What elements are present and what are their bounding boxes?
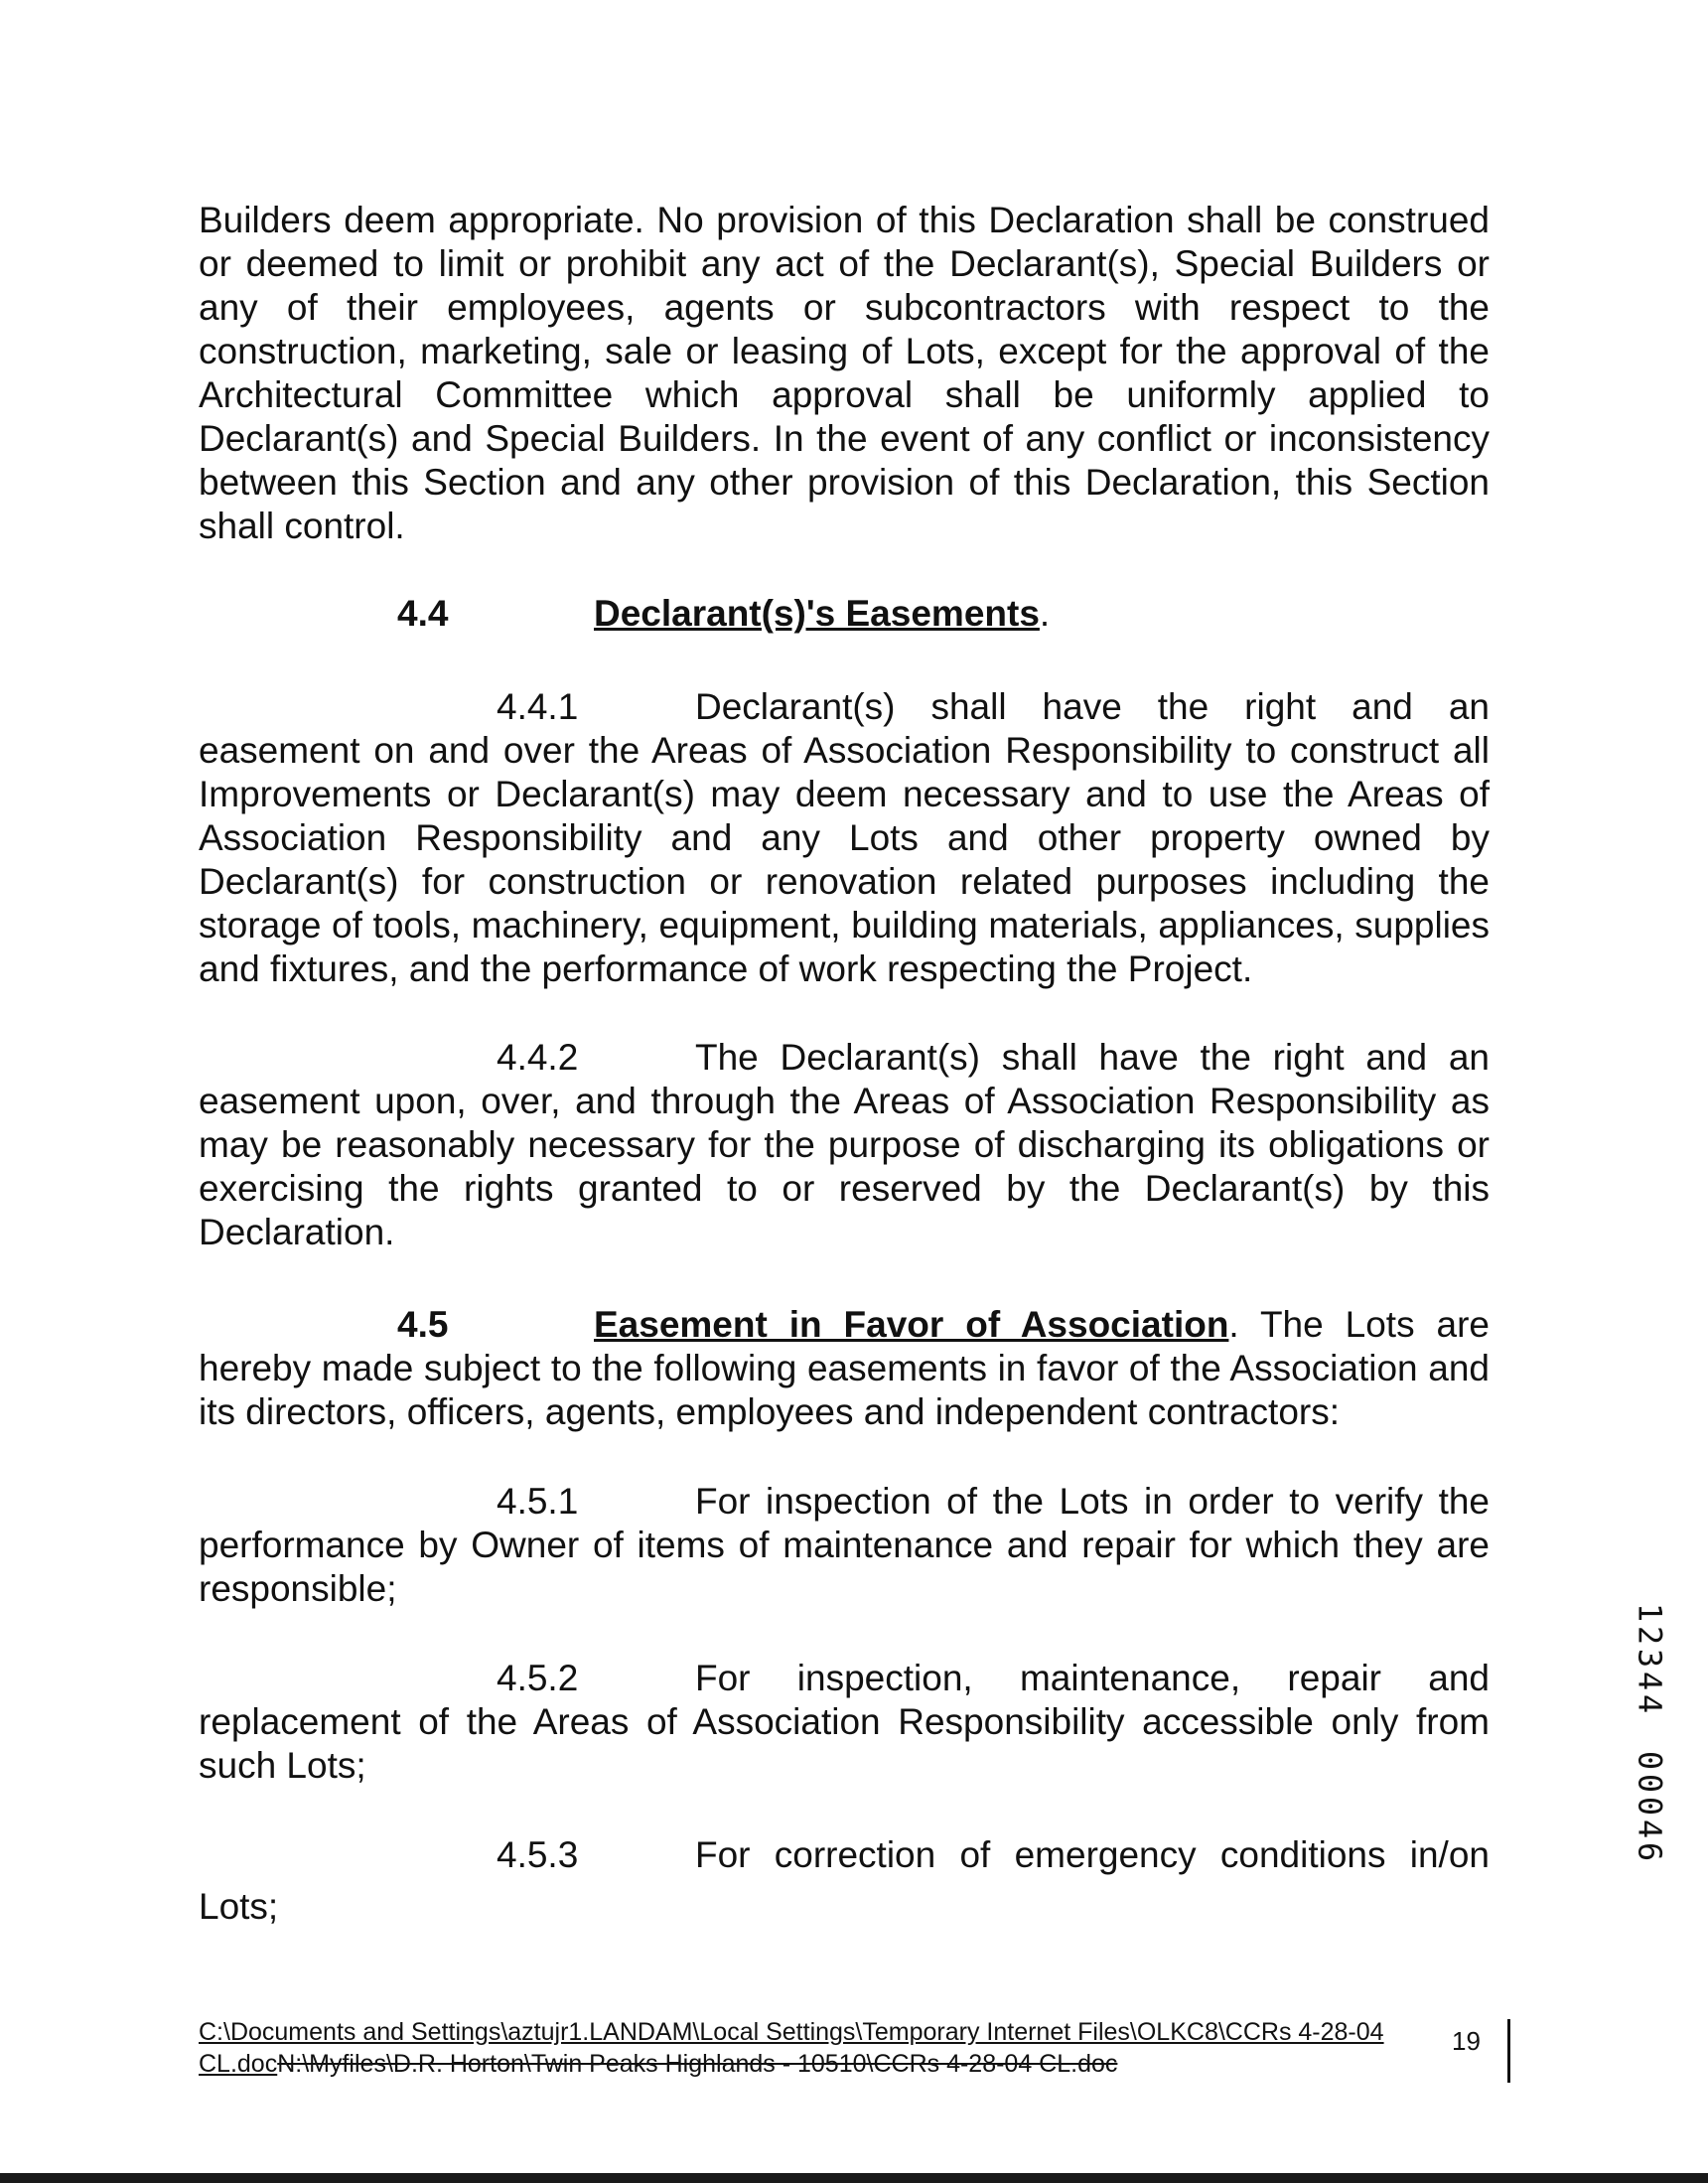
section-title-tail: . <box>1039 593 1051 634</box>
section-title: Easement in Favor of Association <box>594 1304 1229 1345</box>
section-4-5 <box>199 1303 1490 1434</box>
section-number: 4.4 <box>397 593 449 634</box>
footer-file-path <box>199 2016 1420 2080</box>
paragraph-4-5-3 <box>199 1829 1490 1933</box>
stamp-digit: 6 <box>1631 1841 1669 1862</box>
stamp-digit: 3 <box>1631 1648 1669 1669</box>
paragraph-number: 4.4.1 <box>497 686 579 727</box>
paragraph-text: For inspection of the Lots in order to verify the performance by Owner of items of maintenance and repair for which they are responsible; <box>199 1481 1490 1609</box>
paragraph-text: Declarant(s) shall have the right and an easement on and over the Areas of Association Responsibility to construct all Improvements or Declarant(s) may deem necessary and to use the Areas of Association Responsibility and any Lots and other property owned by Declarant(s) for construction or renovation related purposes including the storage of tools, machinery, equipment, building materials, appliances, supplies and fixtures, and the performance of work respecting the Project. <box>199 686 1490 989</box>
paragraph-number: 4.5.1 <box>497 1481 579 1522</box>
paragraph-4-5-1 <box>199 1480 1490 1611</box>
paragraph-number: 4.4.2 <box>497 1037 579 1078</box>
paragraph-4-4-2 <box>199 1036 1490 1254</box>
footer-path-current: C:\Documents and Settings\aztujr1.LANDAM\Local Settings\Temporary Internet Files\OLKC8\CCRs 4-28-04 CL.doc <box>199 2018 1384 2078</box>
page-number: 19 <box>1452 2026 1481 2056</box>
footer-path-old: N:\Myfiles\D.R. Horton\Twin Peaks Highlands - 10510\CCRs 4-28-04 CL.doc <box>277 2050 1118 2078</box>
side-stamp-number <box>1630 1601 1669 1863</box>
section-number: 4.5 <box>397 1304 449 1345</box>
stamp-digit: 0 <box>1631 1773 1669 1794</box>
stamp-digit: 0 <box>1631 1750 1669 1771</box>
footer-divider <box>1507 2019 1510 2083</box>
stamp-digit: 4 <box>1631 1671 1669 1691</box>
paragraph-4-4-1 <box>199 685 1490 991</box>
paragraph-top: Builders deem appropriate. No provision of this Declaration shall be construed or deemed to limit or prohibit any act of the Declarant(s), Special Builders or any of their employees, agents or subcontractors with respect to the construction, marketing, sale or leasing of Lots, except for the approval of the Architectural Committee which approval shall be uniformly applied to Declarant(s) and Special Builders. In the event of any conflict or inconsistency between this Section and any other provision of this Declaration, this Section shall control. <box>199 200 1490 546</box>
scan-edge-band <box>0 2173 1708 2183</box>
paragraph-4-5-2 <box>199 1657 1490 1788</box>
stamp-digit: 0 <box>1631 1796 1669 1817</box>
section-text: . The Lots are hereby made subject to the following easements in favor of the Association and its directors, officers, agents, employees and independent contractors: <box>199 1304 1490 1432</box>
paragraph-text: For correction of emergency conditions in/on Lots; <box>199 1834 1490 1927</box>
section-title: Declarant(s)'s Easements <box>594 593 1040 634</box>
paragraph-number: 4.5.3 <box>497 1834 579 1875</box>
stamp-digit: 4 <box>1631 1819 1669 1839</box>
paragraph-text: The Declarant(s) shall have the right and an easement upon, over, and through the Areas of Association Responsibility as may be reasonably necessary for the purpose of discharging its obligations or exercising the rights granted to or reserved by the Declarant(s) by this Declaration. <box>199 1037 1490 1252</box>
paragraph-number: 4.5.2 <box>497 1658 579 1698</box>
stamp-digit: 2 <box>1631 1625 1669 1646</box>
paragraph-text: For inspection, maintenance, repair and replacement of the Areas of Association Responsibility accessible only from such Lots; <box>199 1658 1490 1786</box>
stamp-digit: 4 <box>1631 1693 1669 1714</box>
section-4-4-heading <box>199 592 1490 636</box>
stamp-digit: 1 <box>1631 1602 1669 1623</box>
